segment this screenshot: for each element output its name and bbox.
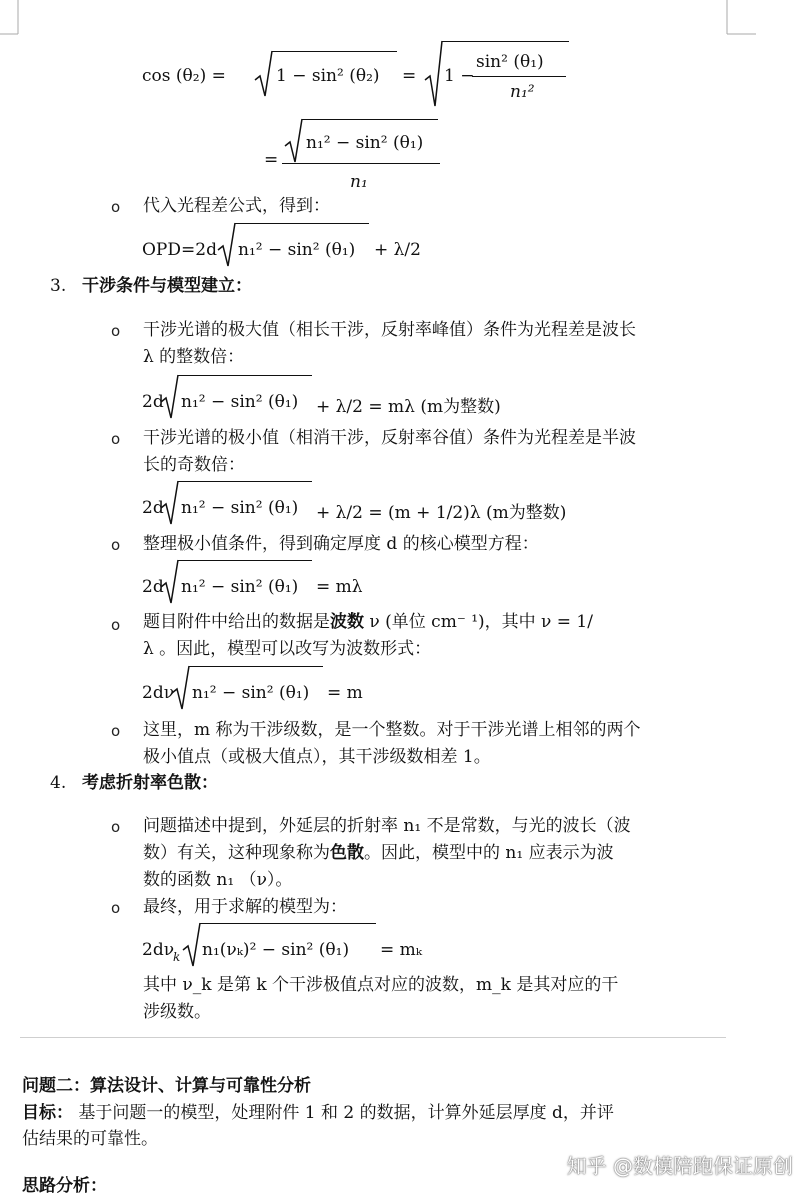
bullet-order-line1: 这里，m 称为干涉级数，是一个整数。对于干涉光谱上相邻的两个	[143, 720, 641, 740]
bullet-dispersion-line2	[143, 843, 614, 863]
formula-final-suffix: = mₖ	[380, 940, 422, 960]
formula-final-root: n₁(νₖ)² − sin² (θ₁)	[202, 940, 350, 960]
formula-min-root: n₁² − sin² (θ₁)	[181, 498, 299, 518]
formula-opd-root: n₁² − sin² (θ₁)	[238, 240, 356, 260]
bullet-marker: o	[111, 322, 121, 340]
bullet-wavenumber-text-a: 题目附件中给出的数据是	[143, 612, 330, 632]
section-3-number: 3.	[50, 276, 67, 296]
bullet-dispersion-line1: 问题描述中提到，外延层的折射率 n₁ 不是常数，与光的波长（波	[143, 816, 631, 836]
formula-wave-prefix: 2dν	[142, 683, 175, 703]
formula-wave-root: n₁² − sin² (θ₁)	[192, 683, 310, 703]
formula-cos-lhs: cos (θ₂) =	[142, 66, 226, 86]
final-explain-line1: 其中 ν_k 是第 k 个干涉极值点对应的波数，m_k 是其对应的干	[143, 975, 619, 995]
problem2-title: 问题二：算法设计、计算与可靠性分析	[22, 1076, 311, 1096]
bullet-dispersion-line3: 数的函数 n₁ （ν）。	[143, 870, 293, 890]
formula-cos-root: 1 − sin² (θ₂)	[276, 66, 380, 86]
bullet-dispersion-text-a: 数）有关，这种现象称为	[143, 843, 330, 863]
formula-min-suffix: + λ/2 = (m + 1/2)λ (m为整数)	[316, 503, 567, 523]
bullet-marker: o	[111, 536, 121, 554]
page-corner-mark-left	[0, 0, 20, 40]
sqrt-symbol	[217, 222, 237, 270]
problem2-goal-label: 目标：	[22, 1103, 73, 1123]
watermark-text: 知乎 @数模陪跑保证原创	[566, 1154, 793, 1178]
formula-final-prefix: 2dν	[142, 940, 175, 960]
formula-wave-suffix: = m	[327, 683, 363, 703]
bullet-marker: o	[111, 818, 121, 836]
final-explain-line2: 涉级数。	[143, 1002, 211, 1022]
bullet-opd-text: 代入光程差公式，得到：	[143, 196, 330, 216]
formula-cos-final-num: n₁² − sin² (θ₁)	[306, 133, 424, 153]
page-corner-mark-right	[726, 0, 766, 40]
section-3-title: 干涉条件与模型建立：	[82, 276, 252, 296]
bullet-dispersion-text-b: 。因此，模型中的 n₁ 应表示为波	[364, 843, 614, 863]
bullet-marker: o	[111, 198, 121, 216]
formula-cos-eq: =	[402, 66, 417, 86]
bullet-min-line1: 干涉光谱的极小值（相消干涉，反射率谷值）条件为光程差是半波	[143, 428, 636, 448]
formula-max-root: n₁² − sin² (θ₁)	[181, 392, 299, 412]
formula-core-root: n₁² − sin² (θ₁)	[181, 577, 299, 597]
bullet-max-line2: λ 的整数倍：	[143, 347, 245, 367]
formula-cos-frac-num: sin² (θ₁)	[476, 52, 544, 72]
sqrt-symbol	[254, 50, 274, 100]
bullet-order-line2: 极小值点（或极大值点），其干涉级数相差 1。	[143, 747, 491, 767]
bullet-core-text: 整理极小值条件，得到确定厚度 d 的核心模型方程：	[143, 534, 539, 554]
formula-cos-one-minus: 1 −	[444, 66, 475, 86]
sqrt-symbol	[424, 40, 444, 110]
formula-min-prefix: 2d	[142, 498, 164, 518]
problem2-goal-line2: 估结果的可靠性。	[22, 1129, 158, 1149]
bullet-marker: o	[111, 899, 121, 917]
bullet-dispersion-bold: 色散	[330, 843, 364, 863]
formula-final-sub: k	[173, 950, 181, 964]
bullet-max-line1: 干涉光谱的极大值（相长干涉，反射率峰值）条件为光程差是波长	[143, 320, 636, 340]
problem2-analysis-label: 思路分析：	[22, 1176, 107, 1196]
formula-max-prefix: 2d	[142, 392, 164, 412]
problem2-goal-line1	[22, 1103, 614, 1123]
sqrt-symbol	[160, 559, 180, 607]
sqrt-symbol	[160, 374, 180, 422]
bullet-wavenumber-line1	[143, 612, 593, 632]
section-divider	[20, 1037, 726, 1038]
bullet-marker: o	[111, 722, 121, 740]
bullet-marker: o	[111, 430, 121, 448]
sqrt-symbol	[160, 480, 180, 528]
formula-core-prefix: 2d	[142, 577, 164, 597]
formula-max-suffix: + λ/2 = mλ (m为整数)	[316, 397, 501, 417]
sqrt-symbol	[171, 665, 191, 713]
problem2-goal-text: 基于问题一的模型，处理附件 1 和 2 的数据，计算外延层厚度 d，并评	[73, 1103, 614, 1123]
bullet-wavenumber-bold: 波数	[330, 612, 364, 632]
bullet-final-text: 最终，用于求解的模型为：	[143, 897, 347, 917]
formula-cos-eq2: =	[264, 150, 279, 170]
bullet-min-line2: 长的奇数倍：	[143, 455, 245, 475]
formula-opd-suffix: + λ/2	[374, 240, 421, 260]
bullet-wavenumber-text-b: ν (单位 cm⁻ ¹)，其中 ν = 1/	[364, 612, 593, 632]
formula-opd-prefix: OPD=2d	[142, 240, 217, 260]
bullet-marker: o	[111, 616, 121, 634]
section-4-title: 考虑折射率色散：	[82, 773, 218, 793]
formula-core-suffix: = mλ	[316, 577, 363, 597]
formula-cos-final-den: n₁	[350, 172, 368, 192]
sqrt-symbol	[284, 118, 304, 166]
formula-cos-frac-den: n₁²	[510, 82, 535, 102]
bullet-wavenumber-line2: λ 。因此，模型可以改写为波数形式：	[143, 639, 432, 659]
sqrt-symbol	[182, 922, 202, 970]
section-4-number: 4.	[50, 773, 67, 793]
